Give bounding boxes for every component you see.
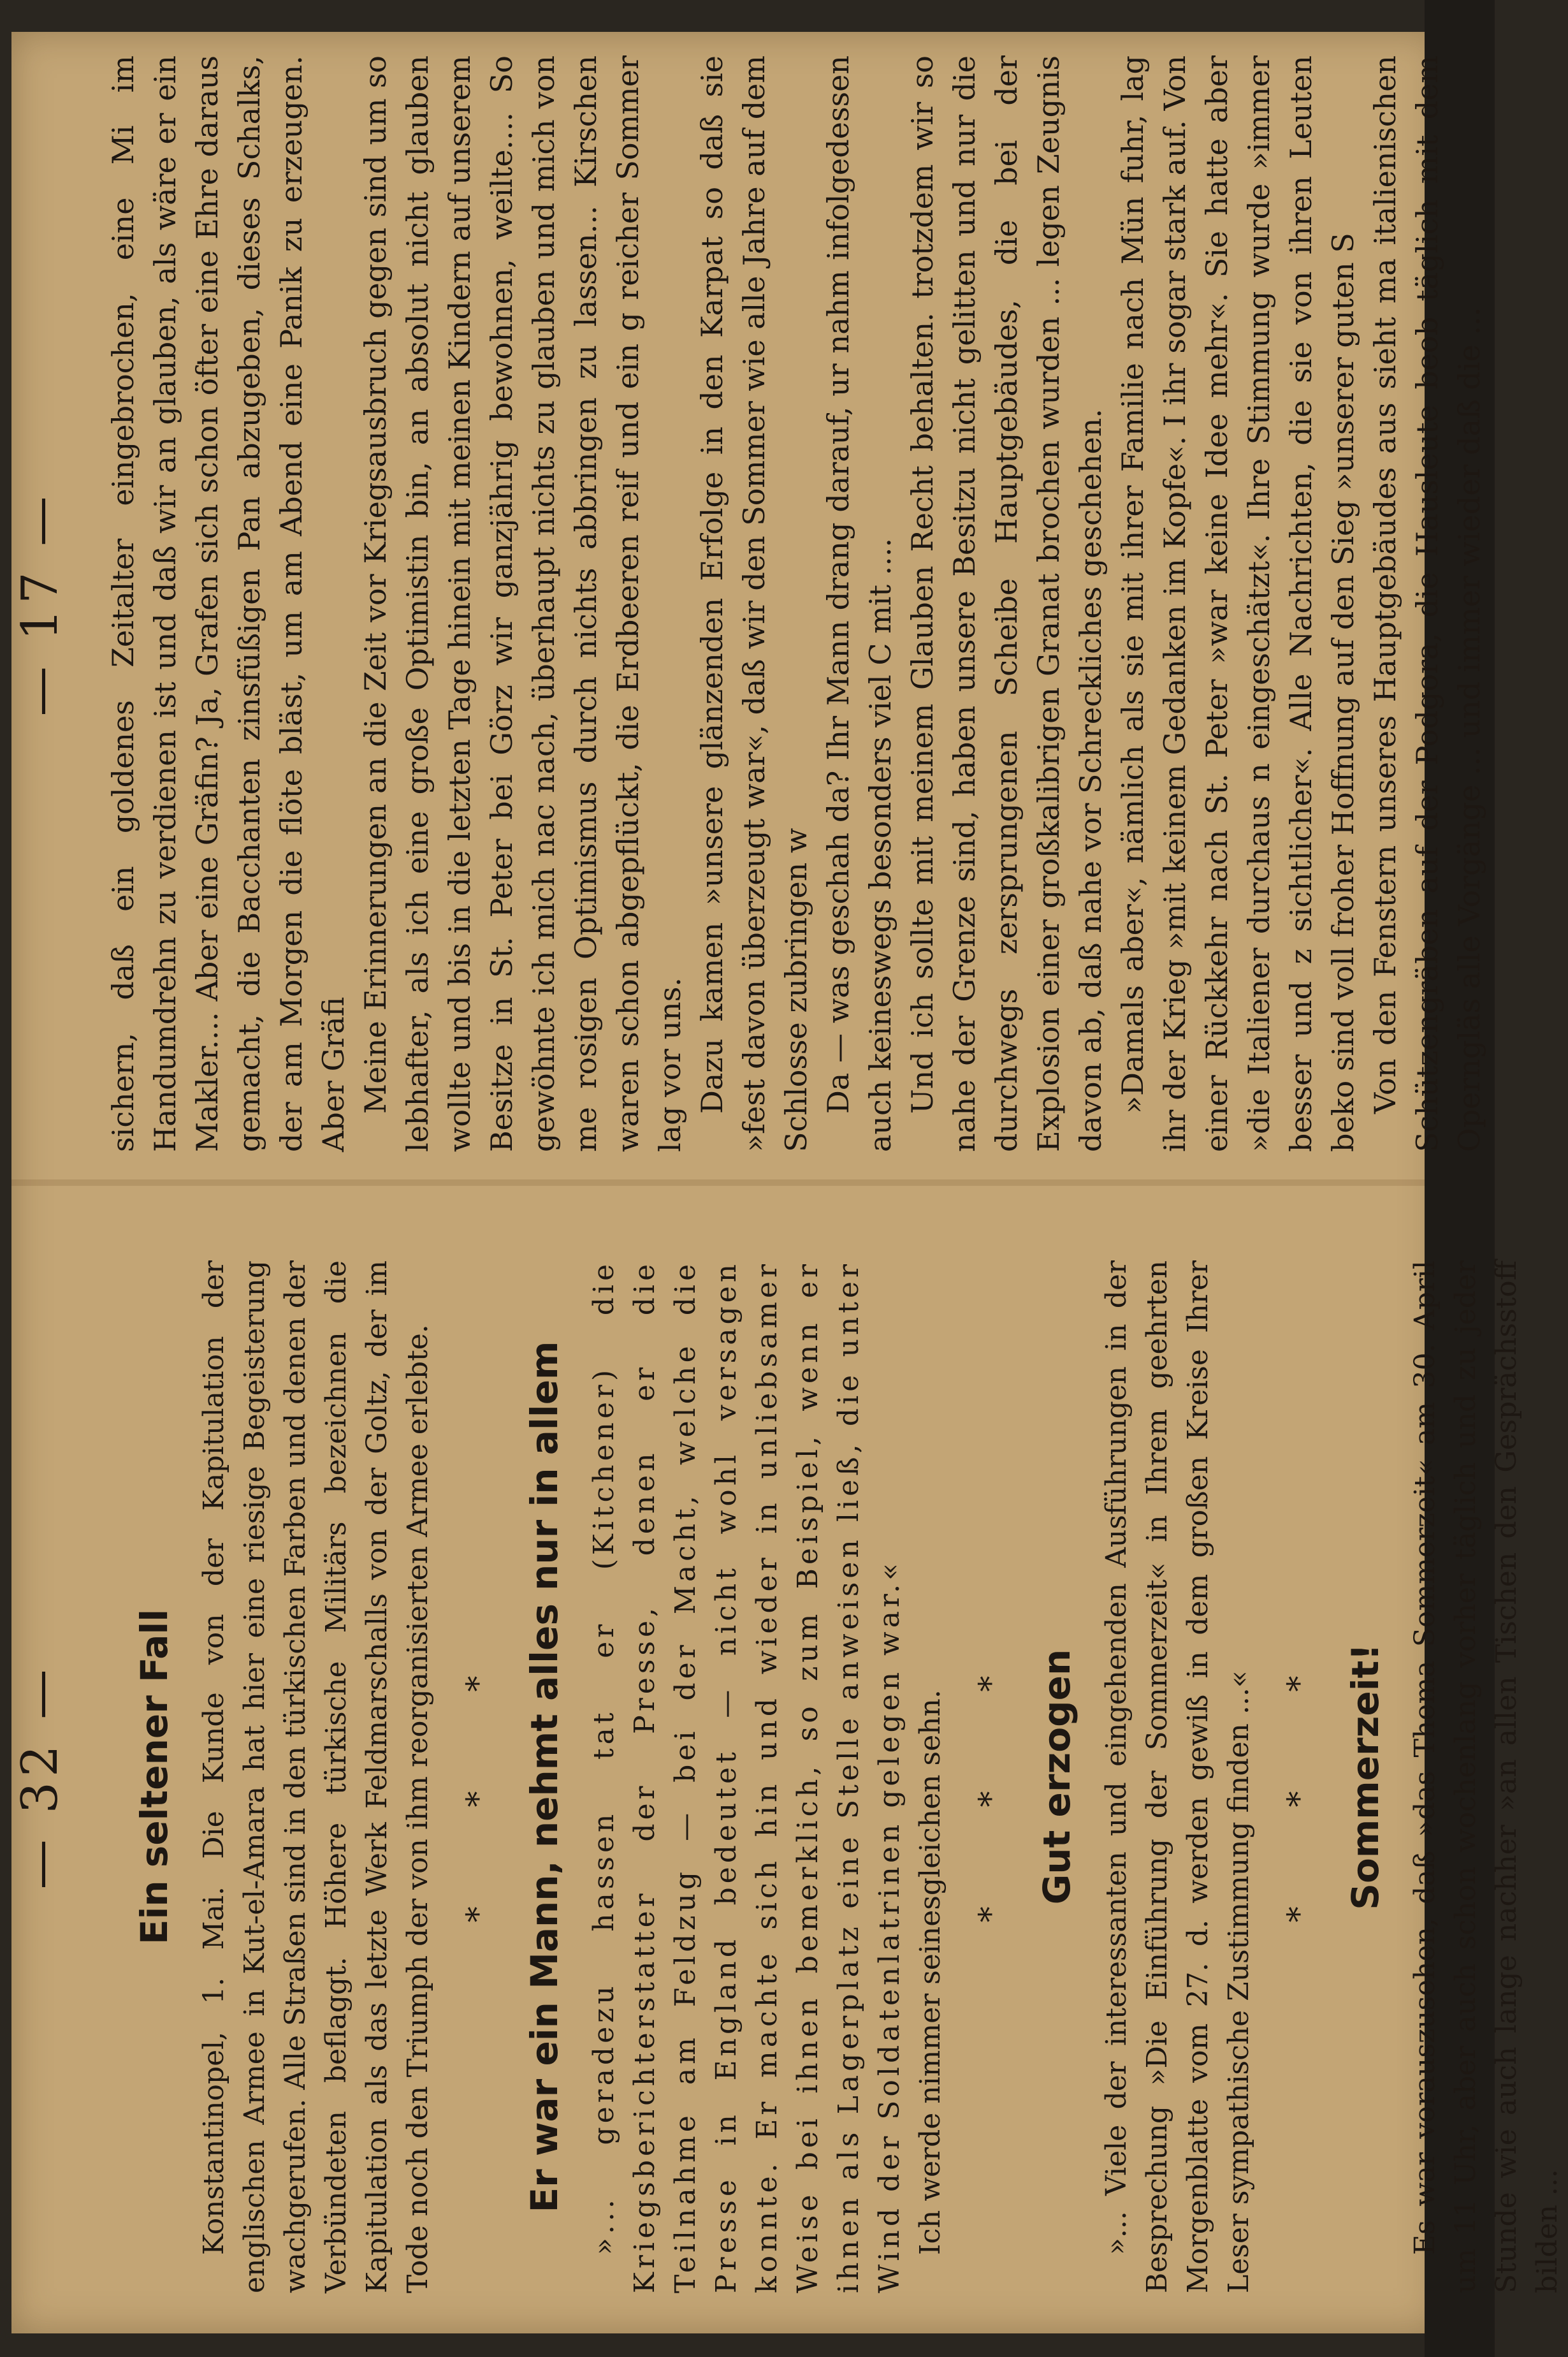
right-page-body <box>102 55 1490 1152</box>
page-number-right: — 17 — <box>11 491 69 717</box>
article-text-seltener-fall: Konstantinopel, 1. Mai. Die Kunde von der Kapitulation der englischen Armee in Kut-el-Amara hat hier eine riesige Begeisterung wachgerufen. Alle Straßen sind in den türkischen Farben und denen der Verbündeten beflaggt. Höhere türkische Militärs bezeichnen die Kapitulation als das letzte Werk Feldmarschalls von der Goltz, der im Tode noch den Triumph der von ihm reorganisierten Armee erlebte. <box>198 1260 434 2293</box>
article-text-sommerzeit: Es war vorauszusehen, daß »das Thema Sommerzeit« am 30. April um 11 Uhr, aber auch schon wochenlang vorher täglich und zu jeder Stunde wie auch lange nachher »an allen Tischen den Gesprächsstoff bilden ... <box>1409 1260 1564 2293</box>
article-title-sommerzeit: Sommerzeit! <box>1344 1644 1387 1910</box>
section-divider: * * * <box>972 1631 1009 1923</box>
left-page <box>0 1235 1564 2319</box>
paragraph: Meine Erinnerungen an die Zeit vor Kriegsausbruch gegen sind um so lebhafter, als ich eine große Optimistin bin, an absolut nicht glauben wollte und bis in die letzten Tage hinein mit meinen Kindern auf unserem Besitze in St. Peter bei Görz wir ganzjährig bewohnen, weilte.... So gewöhnte ich mich nac nach, überhaupt nichts zu glauben und mich von me rosigen Optimismus durch nichts abbringen zu lassen... Kirschen waren schon abgepflückt, die Erdbeeren reif und ein g reicher Sommer lag vor uns. <box>358 55 687 1152</box>
paragraph: »Damals aber«, nämlich als sie mit ihrer Familie nach Mün fuhr, lag ihr der Krieg »mit keinem Gedanken im Kopfe«. I ihr sogar stark auf. Von einer Rückkehr nach St. Peter »war keine Idee mehr«. Sie hatte aber »die Italiener durchaus n eingeschätzt«. Ihre Stimmung wurde »immer besser und z sichtlicher«. Alle Nachrichten, die sie von ihren Leuten beko sind voll froher Hoffnung auf den Sieg »unserer guten S <box>1115 55 1360 1152</box>
article-text-mann: »... geradezu hassen tat er (Kitchener) die Kriegsberichterstatter der Presse, denen er die Teilnahme am Feldzug — bei der Macht, welche die Presse in England bedeutet — nicht wohl versagen konnte. Er machte sich hin und wieder in unliebsamer Weise bei ihnen bemerklich, so zum Beispiel, wenn er ihnen als Lagerplatz eine Stelle anweisen ließ, die unter Wind der Soldatenlatrinen gelegen war.« <box>588 1260 906 2293</box>
paragraph: Da — was geschah da? Ihr Mann drang darauf, ur nahm infolgedessen auch keineswegs besonders viel C mit .... <box>821 55 897 1152</box>
paragraph: sichern, daß ein goldenes Zeitalter eingebrochen, eine Mi im Handumdrehn zu verdienen ist und daß wir an glauben, als wäre er ein Makler.... Aber eine Gräfin? Ja, Grafen sich schon öfter eine Ehre daraus gemacht, die Bacchanten zinsfüßigen Pan abzugeben, dieses Schalks, der am Morgen die flöte bläst, um am Abend eine Panik zu erzeugen. Aber Gräfi <box>106 55 351 1152</box>
paragraph: Von den Fenstern unseres Hauptgebäudes aus sieht ma italienischen Schützengräben auf der Podgora, die Hausleute beob täglich mit dem Operngläs alle Vorgänge ... und immer wieder daß die ... <box>1368 55 1486 1152</box>
article-title-gut-erzogen: Gut erzogen <box>1035 1649 1078 1905</box>
right-page <box>0 36 1495 1171</box>
paragraph: Und ich sollte mit meinem Glauben Recht behalten. trotzdem wir so nahe der Grenze sind, haben unsere Besitzu nicht gelitten und nur die durchwegs zersprungenen Scheibe Hauptgebäudes, die bei der Explosion einer großkalibrigen Granat brochen wurden ... legen Zeugnis davon ab, daß nahe vor Schreckliches geschehen. <box>905 55 1108 1152</box>
article-title-mann: Er war ein Mann, nehmt alles nur in allem <box>523 1341 566 2213</box>
article-quote-mann: Ich werde nimmer seinesgleichen sehn. <box>914 1689 947 2255</box>
article-title-seltener-fall: Ein seltener Fall <box>133 1609 176 1945</box>
page-number-left: — 32 — <box>11 1664 69 1890</box>
section-divider: * * * <box>1281 1631 1318 1923</box>
article-text-gut-erzogen: »... Viele der interessanten und eingehenden Ausführungen in der Besprechung »Die Einführung der Sommerzeit« in Ihrem geehrten Morgenblatte vom 27. d. werden gewiß in dem großen Kreise Ihrer Leser sympathische Zustimmung finden ...« <box>1100 1260 1255 2293</box>
paragraph: Dazu kamen »unsere glänzenden Erfolge in den Karpat so daß sie »fest davon überzeugt war«, daß wir den Sommer wie alle Jahre auf dem Schlosse zubringen w <box>695 55 813 1152</box>
left-page-body <box>108 1260 1568 2293</box>
section-divider: * * * <box>460 1631 497 1923</box>
